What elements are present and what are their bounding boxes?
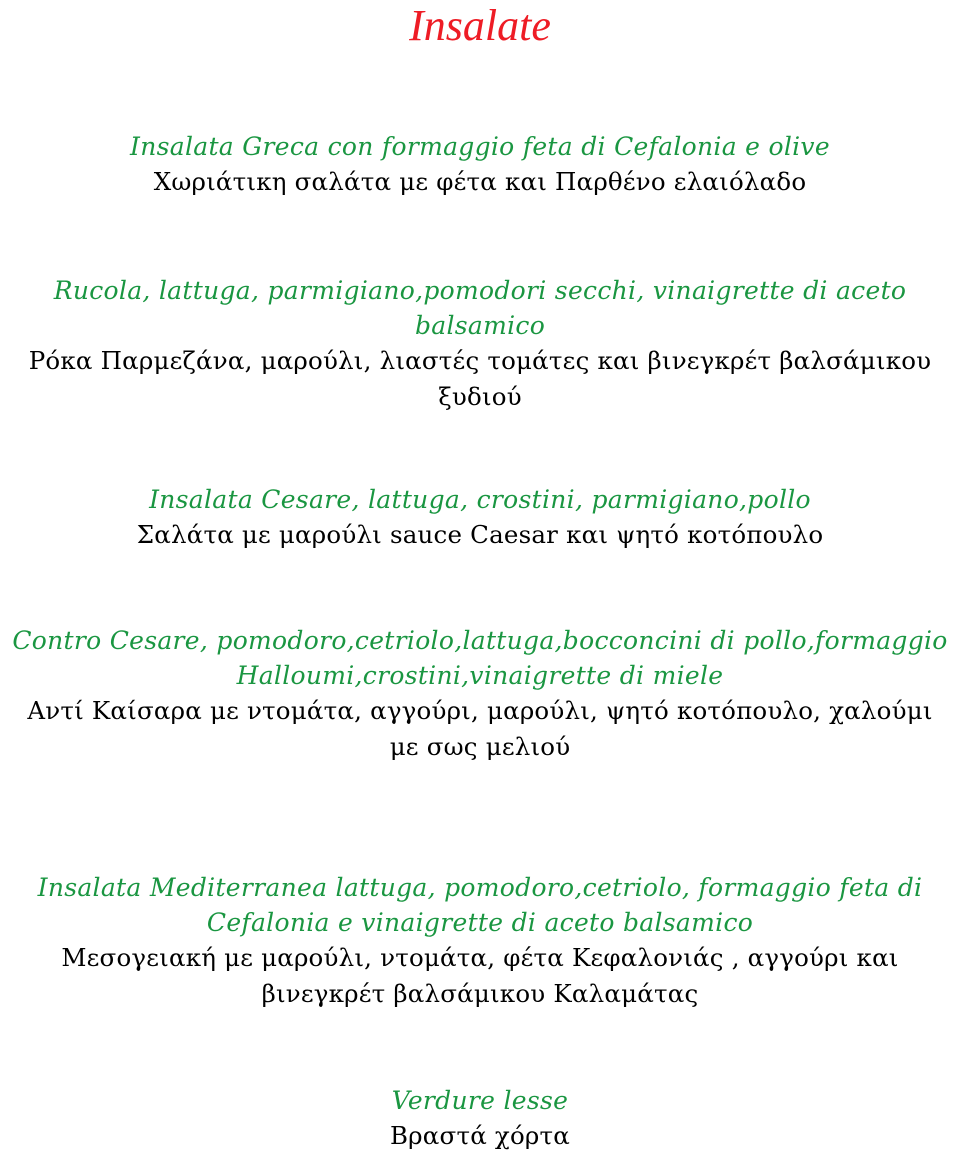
greek-description: με σως μελιού	[389, 732, 571, 761]
italian-description: Cefalonia e vinaigrette di aceto balsamico	[206, 908, 754, 937]
greek-description: ξυδιού	[438, 382, 522, 411]
italian-description: Contro Cesare, pomodoro,cetriolo,lattuga,bocconcini di pollo,formaggio	[12, 626, 948, 655]
menu-item	[0, 273, 960, 415]
greek-description: Μεσογειακή με μαρούλι, ντομάτα, φέτα Κεφαλονιάς , αγγούρι και	[61, 943, 899, 972]
italian-description: Halloumi,crostini,vinaigrette di miele	[236, 661, 724, 690]
italian-description: Insalata Cesare, lattuga, crostini, parmigiano,pollo	[149, 485, 811, 514]
italian-description: Insalata Greca con formaggio feta di Cefalonia e olive	[130, 132, 830, 161]
greek-description: βινεγκρέτ βαλσάμικου Καλαμάτας	[261, 979, 699, 1008]
italian-description: Verdure lesse	[391, 1086, 569, 1115]
greek-description: Ρόκα Παρμεζάνα, μαρούλι, λιαστές τομάτες και βινεγκρέτ βαλσάμικου	[28, 346, 932, 375]
greek-description: Αντί Καίσαρα με ντομάτα, αγγούρι, μαρούλι, ψητό κοτόπουλο, χαλούμι	[27, 696, 933, 725]
menu-item	[0, 129, 960, 200]
menu-item	[0, 870, 960, 1012]
italian-description: Insalata Mediterranea lattuga, pomodoro,cetriolo, formaggio feta di	[37, 873, 923, 902]
greek-description: Χωριάτικη σαλάτα με φέτα και Παρθένο ελαιόλαδο	[153, 167, 807, 196]
greek-description: Σαλάτα με μαρούλι sauce Caesar και ψητό κοτόπουλο	[136, 520, 824, 549]
menu-item	[0, 1083, 960, 1154]
italian-description: Rucola, lattuga, parmigiano,pomodori secchi, vinaigrette di aceto	[53, 276, 907, 305]
page-title: Insalate	[409, 1, 551, 50]
menu-item	[0, 623, 960, 765]
menu-item	[0, 482, 960, 553]
italian-description: balsamico	[414, 311, 546, 340]
greek-description: Βραστά χόρτα	[389, 1121, 571, 1150]
